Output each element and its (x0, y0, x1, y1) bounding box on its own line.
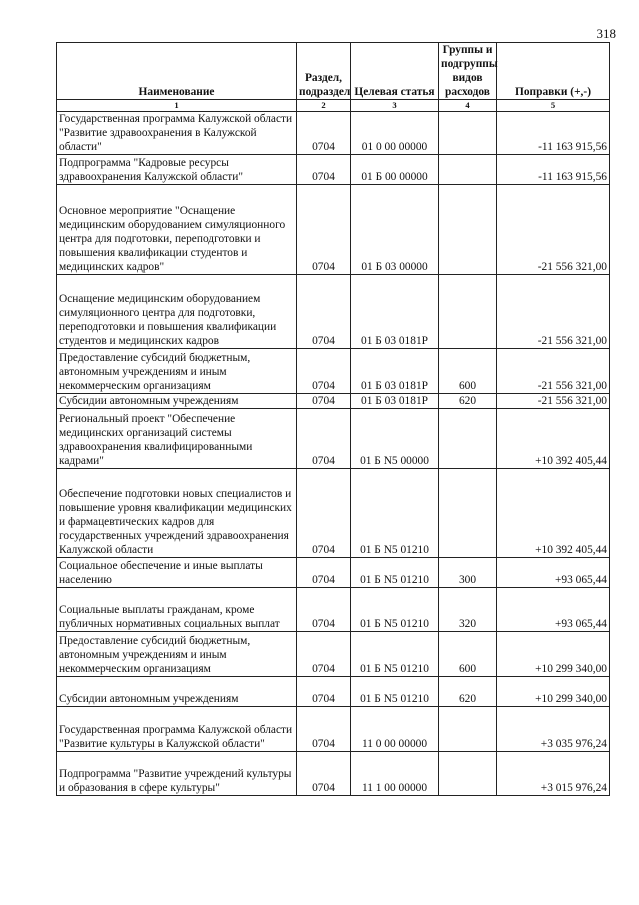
row-amount: -11 163 915,56 (497, 155, 610, 185)
row-amount: -21 556 321,00 (497, 275, 610, 349)
row-section: 0704 (297, 632, 351, 677)
row-amount: -21 556 321,00 (497, 185, 610, 275)
row-name: Оснащение медицинским оборудованием симуляционного центра для подготовки, переподготовки и повышения квалификации студентов и медицинских кадров (57, 275, 297, 349)
row-name: Государственная программа Калужской области "Развитие культуры в Калужской области" (57, 707, 297, 752)
table-row (57, 275, 610, 349)
row-target-article: 01 Б 03 0181Р (351, 275, 439, 349)
column-number: 4 (439, 100, 497, 112)
row-name: Субсидии автономным учреждениям (57, 677, 297, 707)
table-row (57, 155, 610, 185)
column-number: 2 (297, 100, 351, 112)
column-number-row (57, 100, 610, 112)
budget-amendments-table (56, 42, 610, 796)
row-name: Предоставление субсидий бюджетным, автономным учреждениям и иным некоммерческим организациям (57, 632, 297, 677)
header-section: Раздел, подраздел (297, 43, 351, 100)
row-name: Государственная программа Калужской области "Развитие здравоохранения в Калужской области" (57, 112, 297, 155)
table-row (57, 409, 610, 469)
row-expense-group: 620 (439, 677, 497, 707)
table-row (57, 349, 610, 394)
row-target-article: 11 0 00 00000 (351, 707, 439, 752)
row-amount: -21 556 321,00 (497, 349, 610, 394)
table-row (57, 112, 610, 155)
column-number: 5 (497, 100, 610, 112)
row-section: 0704 (297, 185, 351, 275)
row-name: Субсидии автономным учреждениям (57, 394, 297, 409)
row-target-article: 01 Б N5 01210 (351, 632, 439, 677)
row-name: Подпрограмма "Кадровые ресурсы здравоохранения Калужской области" (57, 155, 297, 185)
row-name: Социальные выплаты гражданам, кроме публичных нормативных социальных выплат (57, 588, 297, 632)
row-section: 0704 (297, 707, 351, 752)
row-name: Обеспечение подготовки новых специалистов и повышение уровня квалификации медицинских и фармацевтических кадров для государственных учреждений здравоохранения Калужской области (57, 469, 297, 558)
table-row (57, 558, 610, 588)
table-row (57, 469, 610, 558)
row-target-article: 01 0 00 00000 (351, 112, 439, 155)
row-target-article: 01 Б 00 00000 (351, 155, 439, 185)
row-target-article: 01 Б 03 00000 (351, 185, 439, 275)
row-target-article: 01 Б N5 01210 (351, 677, 439, 707)
row-expense-group (439, 155, 497, 185)
row-amount: -21 556 321,00 (497, 394, 610, 409)
row-expense-group (439, 469, 497, 558)
row-expense-group (439, 752, 497, 796)
row-section: 0704 (297, 349, 351, 394)
row-section: 0704 (297, 394, 351, 409)
table-row (57, 394, 610, 409)
row-section: 0704 (297, 469, 351, 558)
table-row (57, 185, 610, 275)
row-expense-group (439, 185, 497, 275)
row-name: Основное мероприятие "Оснащение медицинским оборудованием симуляционного центра для подготовки, переподготовки и повышения квалификации студентов и медицинских кадров" (57, 185, 297, 275)
row-section: 0704 (297, 155, 351, 185)
row-expense-group: 300 (439, 558, 497, 588)
row-section: 0704 (297, 588, 351, 632)
row-expense-group: 320 (439, 588, 497, 632)
header-row (57, 43, 610, 100)
row-expense-group: 600 (439, 349, 497, 394)
table-row (57, 677, 610, 707)
row-name: Подпрограмма "Развитие учреждений культуры и образования в сфере культуры" (57, 752, 297, 796)
row-name: Предоставление субсидий бюджетным, автономным учреждениям и иным некоммерческим организациям (57, 349, 297, 394)
row-expense-group (439, 707, 497, 752)
row-expense-group (439, 409, 497, 469)
row-amount: +3 035 976,24 (497, 707, 610, 752)
row-amount: +10 392 405,44 (497, 409, 610, 469)
table-row (57, 707, 610, 752)
page-number: 318 (596, 26, 616, 41)
row-section: 0704 (297, 752, 351, 796)
row-amount: +10 299 340,00 (497, 632, 610, 677)
header-expense-groups: Группы и подгруппы видов расходов (439, 43, 497, 100)
column-number: 1 (57, 100, 297, 112)
row-section: 0704 (297, 558, 351, 588)
row-amount: +93 065,44 (497, 588, 610, 632)
row-name: Социальное обеспечение и иные выплаты населению (57, 558, 297, 588)
header-amendments: Поправки (+,-) (497, 43, 610, 100)
row-target-article: 01 Б N5 01210 (351, 588, 439, 632)
row-target-article: 01 Б 03 0181Р (351, 349, 439, 394)
row-target-article: 11 1 00 00000 (351, 752, 439, 796)
row-target-article: 01 Б N5 00000 (351, 409, 439, 469)
row-target-article: 01 Б N5 01210 (351, 558, 439, 588)
row-amount: +10 299 340,00 (497, 677, 610, 707)
table-row (57, 588, 610, 632)
row-name: Региональный проект "Обеспечение медицинских организаций системы здравоохранения квалифицированными кадрами" (57, 409, 297, 469)
row-expense-group (439, 275, 497, 349)
header-target-article: Целевая статья (351, 43, 439, 100)
row-expense-group (439, 112, 497, 155)
table-row (57, 632, 610, 677)
row-amount: +3 015 976,24 (497, 752, 610, 796)
row-amount: +10 392 405,44 (497, 469, 610, 558)
row-section: 0704 (297, 409, 351, 469)
table-row (57, 752, 610, 796)
column-number: 3 (351, 100, 439, 112)
row-amount: -11 163 915,56 (497, 112, 610, 155)
row-expense-group: 600 (439, 632, 497, 677)
row-amount: +93 065,44 (497, 558, 610, 588)
row-target-article: 01 Б 03 0181Р (351, 394, 439, 409)
row-section: 0704 (297, 275, 351, 349)
row-section: 0704 (297, 112, 351, 155)
row-target-article: 01 Б N5 01210 (351, 469, 439, 558)
header-name: Наименование (57, 43, 297, 100)
row-section: 0704 (297, 677, 351, 707)
row-expense-group: 620 (439, 394, 497, 409)
